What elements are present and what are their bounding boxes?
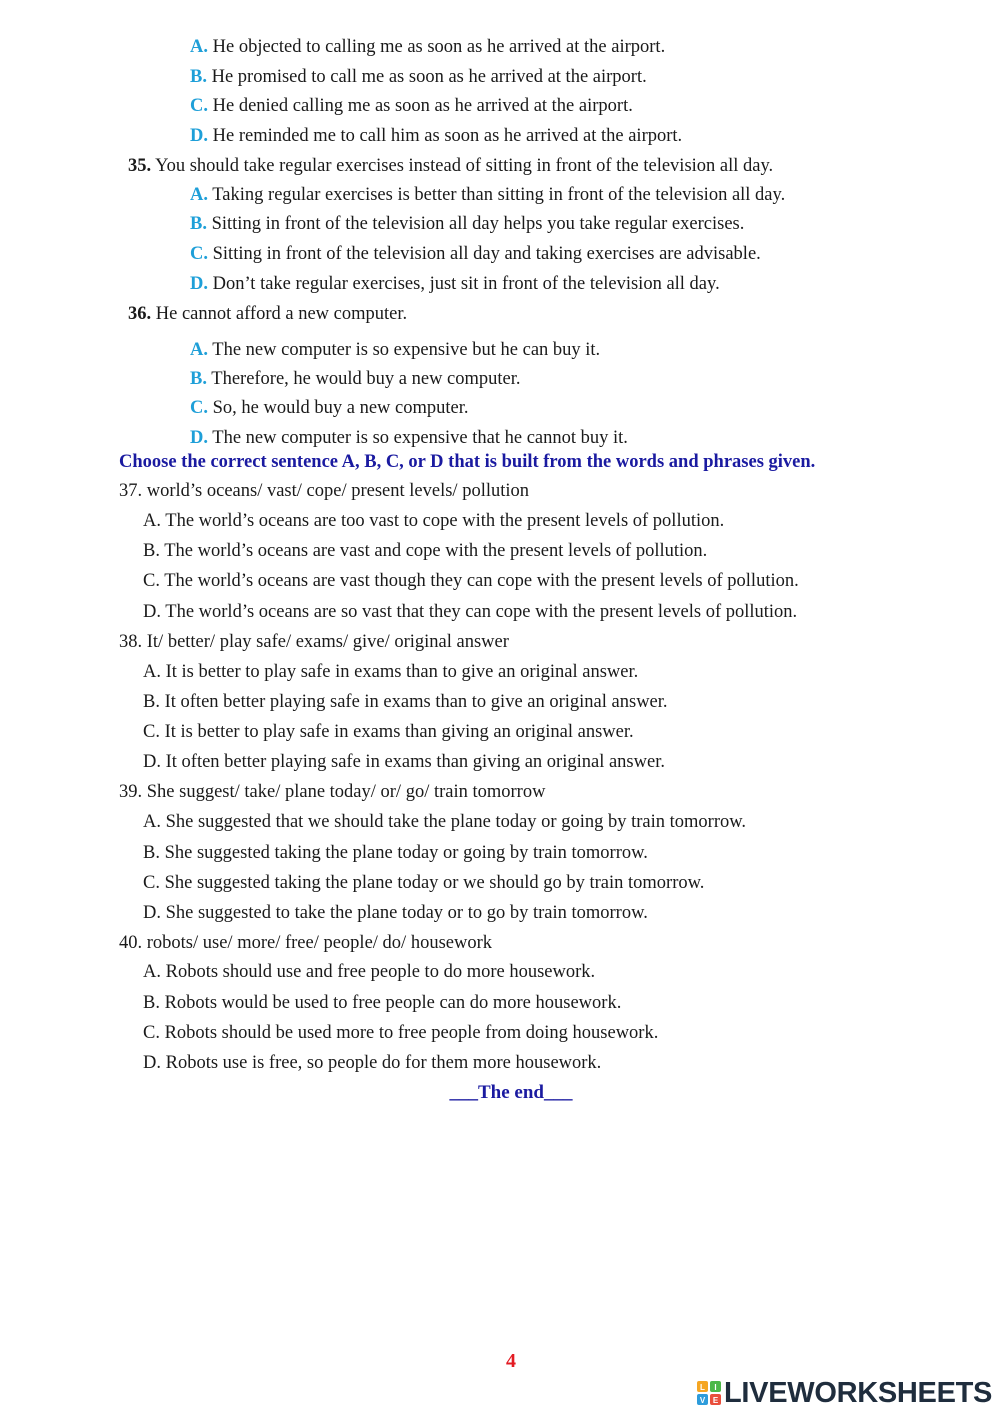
q40-option-d: D. Robots use is free, so people do for them more housework. [143, 1053, 602, 1073]
liveworksheets-watermark [696, 1376, 992, 1410]
option-letter: A. [190, 185, 208, 205]
option-text: Sitting in front of the television all day and taking exercises are advisable. [212, 244, 761, 264]
svg-text:I: I [714, 1383, 717, 1392]
question-35 [128, 155, 773, 177]
option-letter: C. [190, 244, 208, 264]
option-letter: D. [190, 428, 208, 448]
question-text: You should take regular exercises instead of sitting in front of the television all day. [155, 156, 774, 176]
question-number: 35. [128, 156, 152, 176]
option-b [190, 66, 647, 88]
liveworksheets-logo-icon [696, 1380, 722, 1406]
q37-option-d: D. The world’s oceans are so vast that they can cope with the present levels of pollution. [143, 602, 798, 622]
option-letter: D. [190, 126, 208, 146]
page-number: 4 [506, 1350, 516, 1372]
q35-option-a [190, 184, 785, 206]
option-letter: C. [190, 96, 208, 116]
q38-option-c: C. It is better to play safe in exams than giving an original answer. [143, 722, 634, 742]
q36-option-d [190, 427, 628, 449]
option-text: Don’t take regular exercises, just sit in front of the television all day. [212, 274, 720, 294]
section-heading: Choose the correct sentence A, B, C, or D that is built from the words and phrases given. [119, 452, 816, 472]
q40-option-a: A. Robots should use and free people to do more housework. [143, 962, 596, 982]
question-36 [128, 303, 407, 325]
question-number: 36. [128, 304, 152, 324]
question-39-prompt: 39. She suggest/ take/ plane today/ or/ go/ train tomorrow [119, 782, 546, 802]
option-text: He reminded me to call him as soon as he arrived at the airport. [212, 126, 683, 146]
svg-text:V: V [699, 1396, 706, 1405]
q40-option-b: B. Robots would be used to free people can do more housework. [143, 993, 622, 1013]
option-c [190, 95, 633, 117]
question-text: He cannot afford a new computer. [155, 304, 408, 324]
option-letter: B. [190, 369, 207, 389]
option-text: So, he would buy a new computer. [212, 398, 469, 418]
q35-option-d [190, 273, 720, 295]
option-text: He promised to call me as soon as he arrived at the airport. [211, 67, 647, 87]
option-text: He denied calling me as soon as he arrived at the airport. [212, 96, 633, 116]
q37-option-b: B. The world’s oceans are vast and cope with the present levels of pollution. [143, 541, 708, 561]
q38-option-a: A. It is better to play safe in exams than to give an original answer. [143, 662, 639, 682]
q36-option-b [190, 368, 521, 390]
option-text: Sitting in front of the television all day helps you take regular exercises. [211, 214, 745, 234]
option-text: The new computer is so expensive but he can buy it. [212, 340, 601, 360]
option-text: Therefore, he would buy a new computer. [211, 369, 521, 389]
question-38-prompt: 38. It/ better/ play safe/ exams/ give/ original answer [119, 632, 509, 652]
q40-option-c: C. Robots should be used more to free people from doing housework. [143, 1023, 659, 1043]
q38-option-b: B. It often better playing safe in exams than to give an original answer. [143, 692, 668, 712]
option-letter: A. [190, 340, 208, 360]
q37-option-a: A. The world’s oceans are too vast to cope with the present levels of pollution. [143, 511, 725, 531]
q35-option-c [190, 243, 761, 265]
q35-option-b [190, 213, 744, 235]
option-a [190, 36, 665, 58]
the-end-marker: ___The end___ [449, 1082, 573, 1103]
q39-option-d: D. She suggested to take the plane today or to go by train tomorrow. [143, 903, 648, 923]
option-letter: C. [190, 398, 208, 418]
q38-option-d: D. It often better playing safe in exams than giving an original answer. [143, 752, 665, 772]
q36-option-c [190, 397, 469, 419]
q39-option-b: B. She suggested taking the plane today or going by train tomorrow. [143, 843, 648, 863]
svg-text:L: L [700, 1383, 705, 1392]
q39-option-a: A. She suggested that we should take the plane today or going by train tomorrow. [143, 812, 747, 832]
option-letter: B. [190, 214, 207, 234]
q36-option-a [190, 339, 600, 361]
brand-name: LIVEWORKSHEETS [724, 1376, 993, 1409]
question-37-prompt: 37. world’s oceans/ vast/ cope/ present levels/ pollution [119, 481, 529, 501]
option-letter: A. [190, 37, 208, 57]
q37-option-c: C. The world’s oceans are vast though they can cope with the present levels of pollution. [143, 571, 799, 591]
option-letter: B. [190, 67, 207, 87]
q39-option-c: C. She suggested taking the plane today or we should go by train tomorrow. [143, 873, 705, 893]
option-d [190, 125, 682, 147]
option-letter: D. [190, 274, 208, 294]
option-text: Taking regular exercises is better than sitting in front of the television all day. [212, 185, 786, 205]
svg-text:E: E [712, 1396, 719, 1405]
question-40-prompt: 40. robots/ use/ more/ free/ people/ do/ housework [119, 933, 492, 953]
option-text: The new computer is so expensive that he cannot buy it. [212, 428, 628, 448]
option-text: He objected to calling me as soon as he arrived at the airport. [212, 37, 666, 57]
